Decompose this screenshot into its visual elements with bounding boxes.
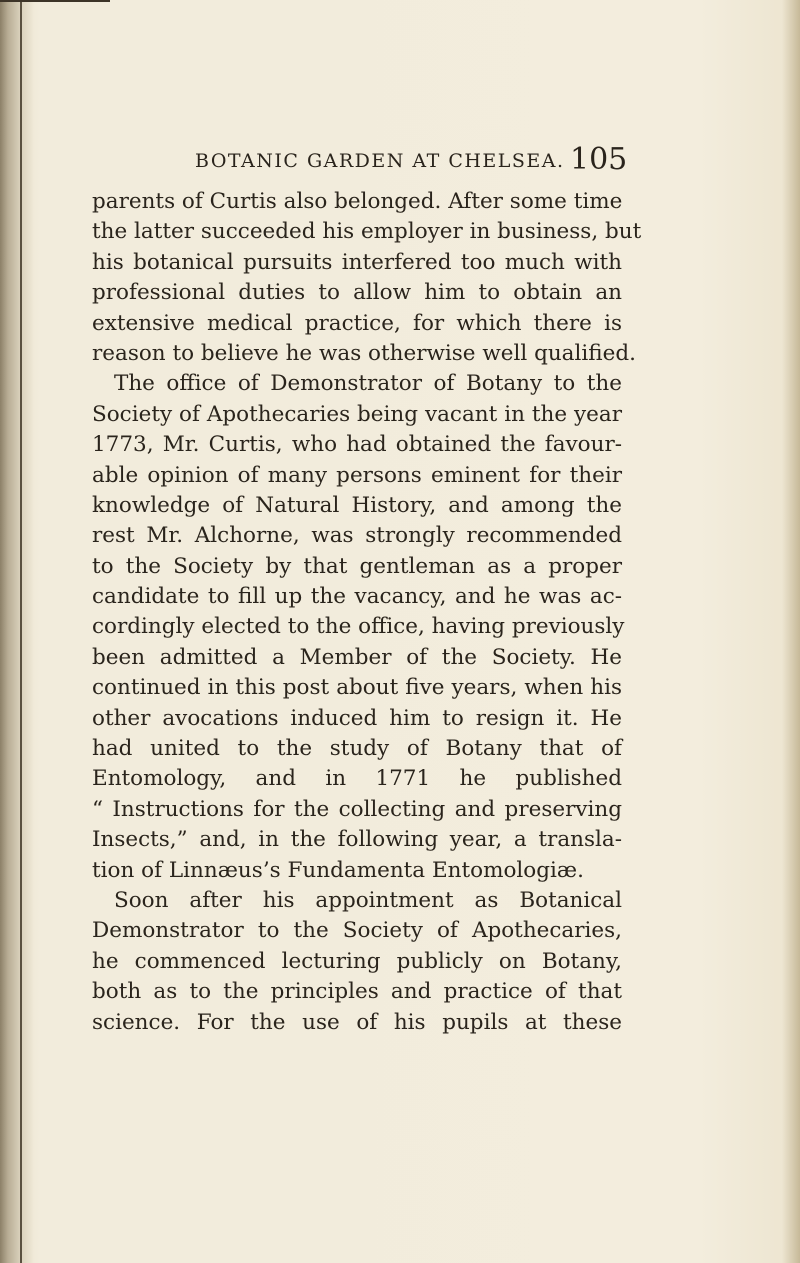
text-line: reason to believe he was otherwise well qualified. bbox=[92, 340, 636, 366]
text-line: extensive medical practice, for which there is bbox=[92, 310, 622, 336]
body-text bbox=[92, 187, 642, 1038]
text-line: his botanical pursuits interfered too much with bbox=[92, 249, 622, 275]
text-line: other avocations induced him to resign it. He bbox=[92, 705, 622, 731]
binding-edge bbox=[20, 0, 22, 1263]
text-line: he commenced lecturing publicly on Botany, bbox=[92, 948, 622, 974]
page-corner-edge bbox=[0, 0, 110, 16]
text-line: to the Society by that gentleman as a proper bbox=[92, 553, 622, 579]
text-line: Entomology, and in 1771 he published bbox=[92, 766, 622, 792]
text-line: Soon after his appointment as Botanical bbox=[114, 887, 622, 913]
text-line: been admitted a Member of the Society. He bbox=[92, 644, 622, 670]
text-line: The office of Demonstrator of Botany to the bbox=[114, 371, 622, 397]
text-line: had united to the study of Botany that of bbox=[92, 736, 622, 762]
text-line: tion of Linnæus’s Fundamenta Entomologiæ. bbox=[92, 857, 584, 883]
page-gutter-shadow bbox=[0, 0, 34, 1263]
text-line: continued in this post about five years, when his bbox=[92, 675, 622, 701]
text-line: the latter succeeded his employer in business, but bbox=[92, 219, 642, 245]
page-header bbox=[195, 142, 628, 178]
text-line: cordingly elected to the office, having previously bbox=[92, 614, 625, 640]
text-line: knowledge of Natural History, and among the bbox=[92, 492, 622, 518]
page-number: 105 bbox=[570, 142, 628, 177]
text-line: Insects,” and, in the following year, a transla- bbox=[92, 827, 622, 853]
text-line: able opinion of many persons eminent for their bbox=[92, 462, 622, 488]
text-line: 1773, Mr. Curtis, who had obtained the favour- bbox=[92, 432, 622, 458]
running-head: BOTANIC GARDEN AT CHELSEA. bbox=[195, 150, 565, 172]
text-line: Society of Apothecaries being vacant in the year bbox=[92, 401, 622, 427]
text-line: science. For the use of his pupils at these bbox=[92, 1009, 622, 1035]
text-line: both as to the principles and practice of that bbox=[92, 979, 622, 1005]
text-line: professional duties to allow him to obtain an bbox=[92, 280, 622, 306]
text-line: Demonstrator to the Society of Apothecaries, bbox=[92, 918, 622, 944]
text-line: “ Instructions for the collecting and preserving bbox=[92, 796, 622, 822]
text-line: parents of Curtis also belonged. After some time bbox=[92, 189, 623, 214]
text-line: rest Mr. Alchorne, was strongly recommended bbox=[92, 523, 622, 549]
text-line: candidate to fill up the vacancy, and he was ac- bbox=[92, 584, 622, 610]
page-outer-edge bbox=[782, 0, 800, 1263]
